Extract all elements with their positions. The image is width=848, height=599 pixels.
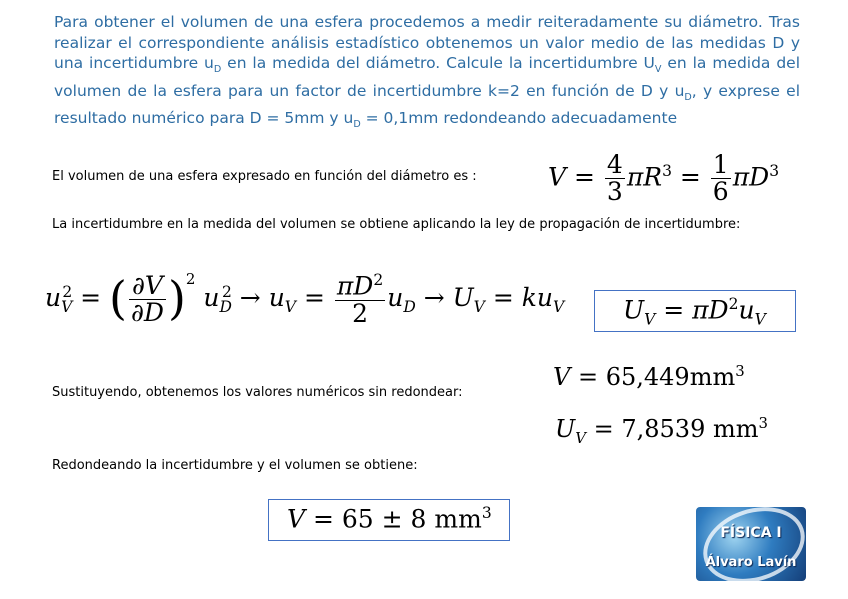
problem-paragraph <box>54 12 800 136</box>
v-result: $V = 65,449mm^3$ <box>553 362 745 391</box>
problem-text-2: en la medida del diámetro. Calcule la incertidumbre U <box>221 54 655 72</box>
problem-sub-d: D <box>213 64 222 76</box>
uv-formula-box <box>594 290 796 332</box>
volume-formula: V = $\frac{4}{3}$ $\pi R^3$ = $\frac{1}{6}$ $\pi D^3$ <box>548 150 780 207</box>
problem-text-3: en la medida del volumen de la esfera para un factor de incertidumbre k=2 en función de D y u <box>54 54 801 100</box>
logo-line1: FÍSICA I <box>720 525 782 541</box>
problem-statement <box>54 12 800 136</box>
problem-text-4: , y exprese el resultado numérico para D = 5mm y u <box>54 81 800 128</box>
problem-sub-d-3: D <box>353 119 361 131</box>
final-result-box <box>268 499 510 541</box>
propagation-formula: $u_V^2$ = ( $\frac{\partial V}{\partial D}$ )$^2$ $u_D^2 \to u_V$ = $\frac{\pi D^2}{2}$ $u_D \to U_V = ku_V$ <box>45 270 565 328</box>
final-result-value: 65 ± 8 mm <box>341 504 482 534</box>
step4-label: Redondeando la incertidumbre y el volumen se obtiene: <box>52 458 418 473</box>
u-result-value: 7,8539 mm <box>621 415 759 443</box>
step3-label: Sustituyendo, obtenemos los valores numéricos sin redondear: <box>52 385 463 400</box>
problem-sub-v: V <box>654 64 662 76</box>
final-result: V = 65 ± 8 $mm^3$ <box>287 504 492 534</box>
problem-sub-d-2: D <box>684 91 692 103</box>
uv-formula: $U_V = \pi D^2u_V$ <box>623 295 766 329</box>
problem-text-1: Para obtener el volumen de una esfera procedemos a medir reiteradamente su diámetro. Tras realizar el correspondiente análisis estadístico obtenemos un valor medio de las medidas D y una incertidumbre u <box>54 13 800 72</box>
step2-label: La incertidumbre en la medida del volumen se obtiene aplicando la ley de propagación de incertidumbre: <box>52 217 741 232</box>
step1-label: El volumen de una esfera expresado en función del diámetro es : <box>52 169 477 184</box>
u-result: $U_V = 7,8539$ $mm^3$ <box>555 414 768 447</box>
fisica-logo <box>696 507 806 581</box>
problem-text-5: = 0,1mm redondeando adecuadamente <box>360 109 678 128</box>
logo-line2: Álvaro Lavín <box>705 555 797 570</box>
v-result-value: 65,449mm <box>605 363 736 391</box>
